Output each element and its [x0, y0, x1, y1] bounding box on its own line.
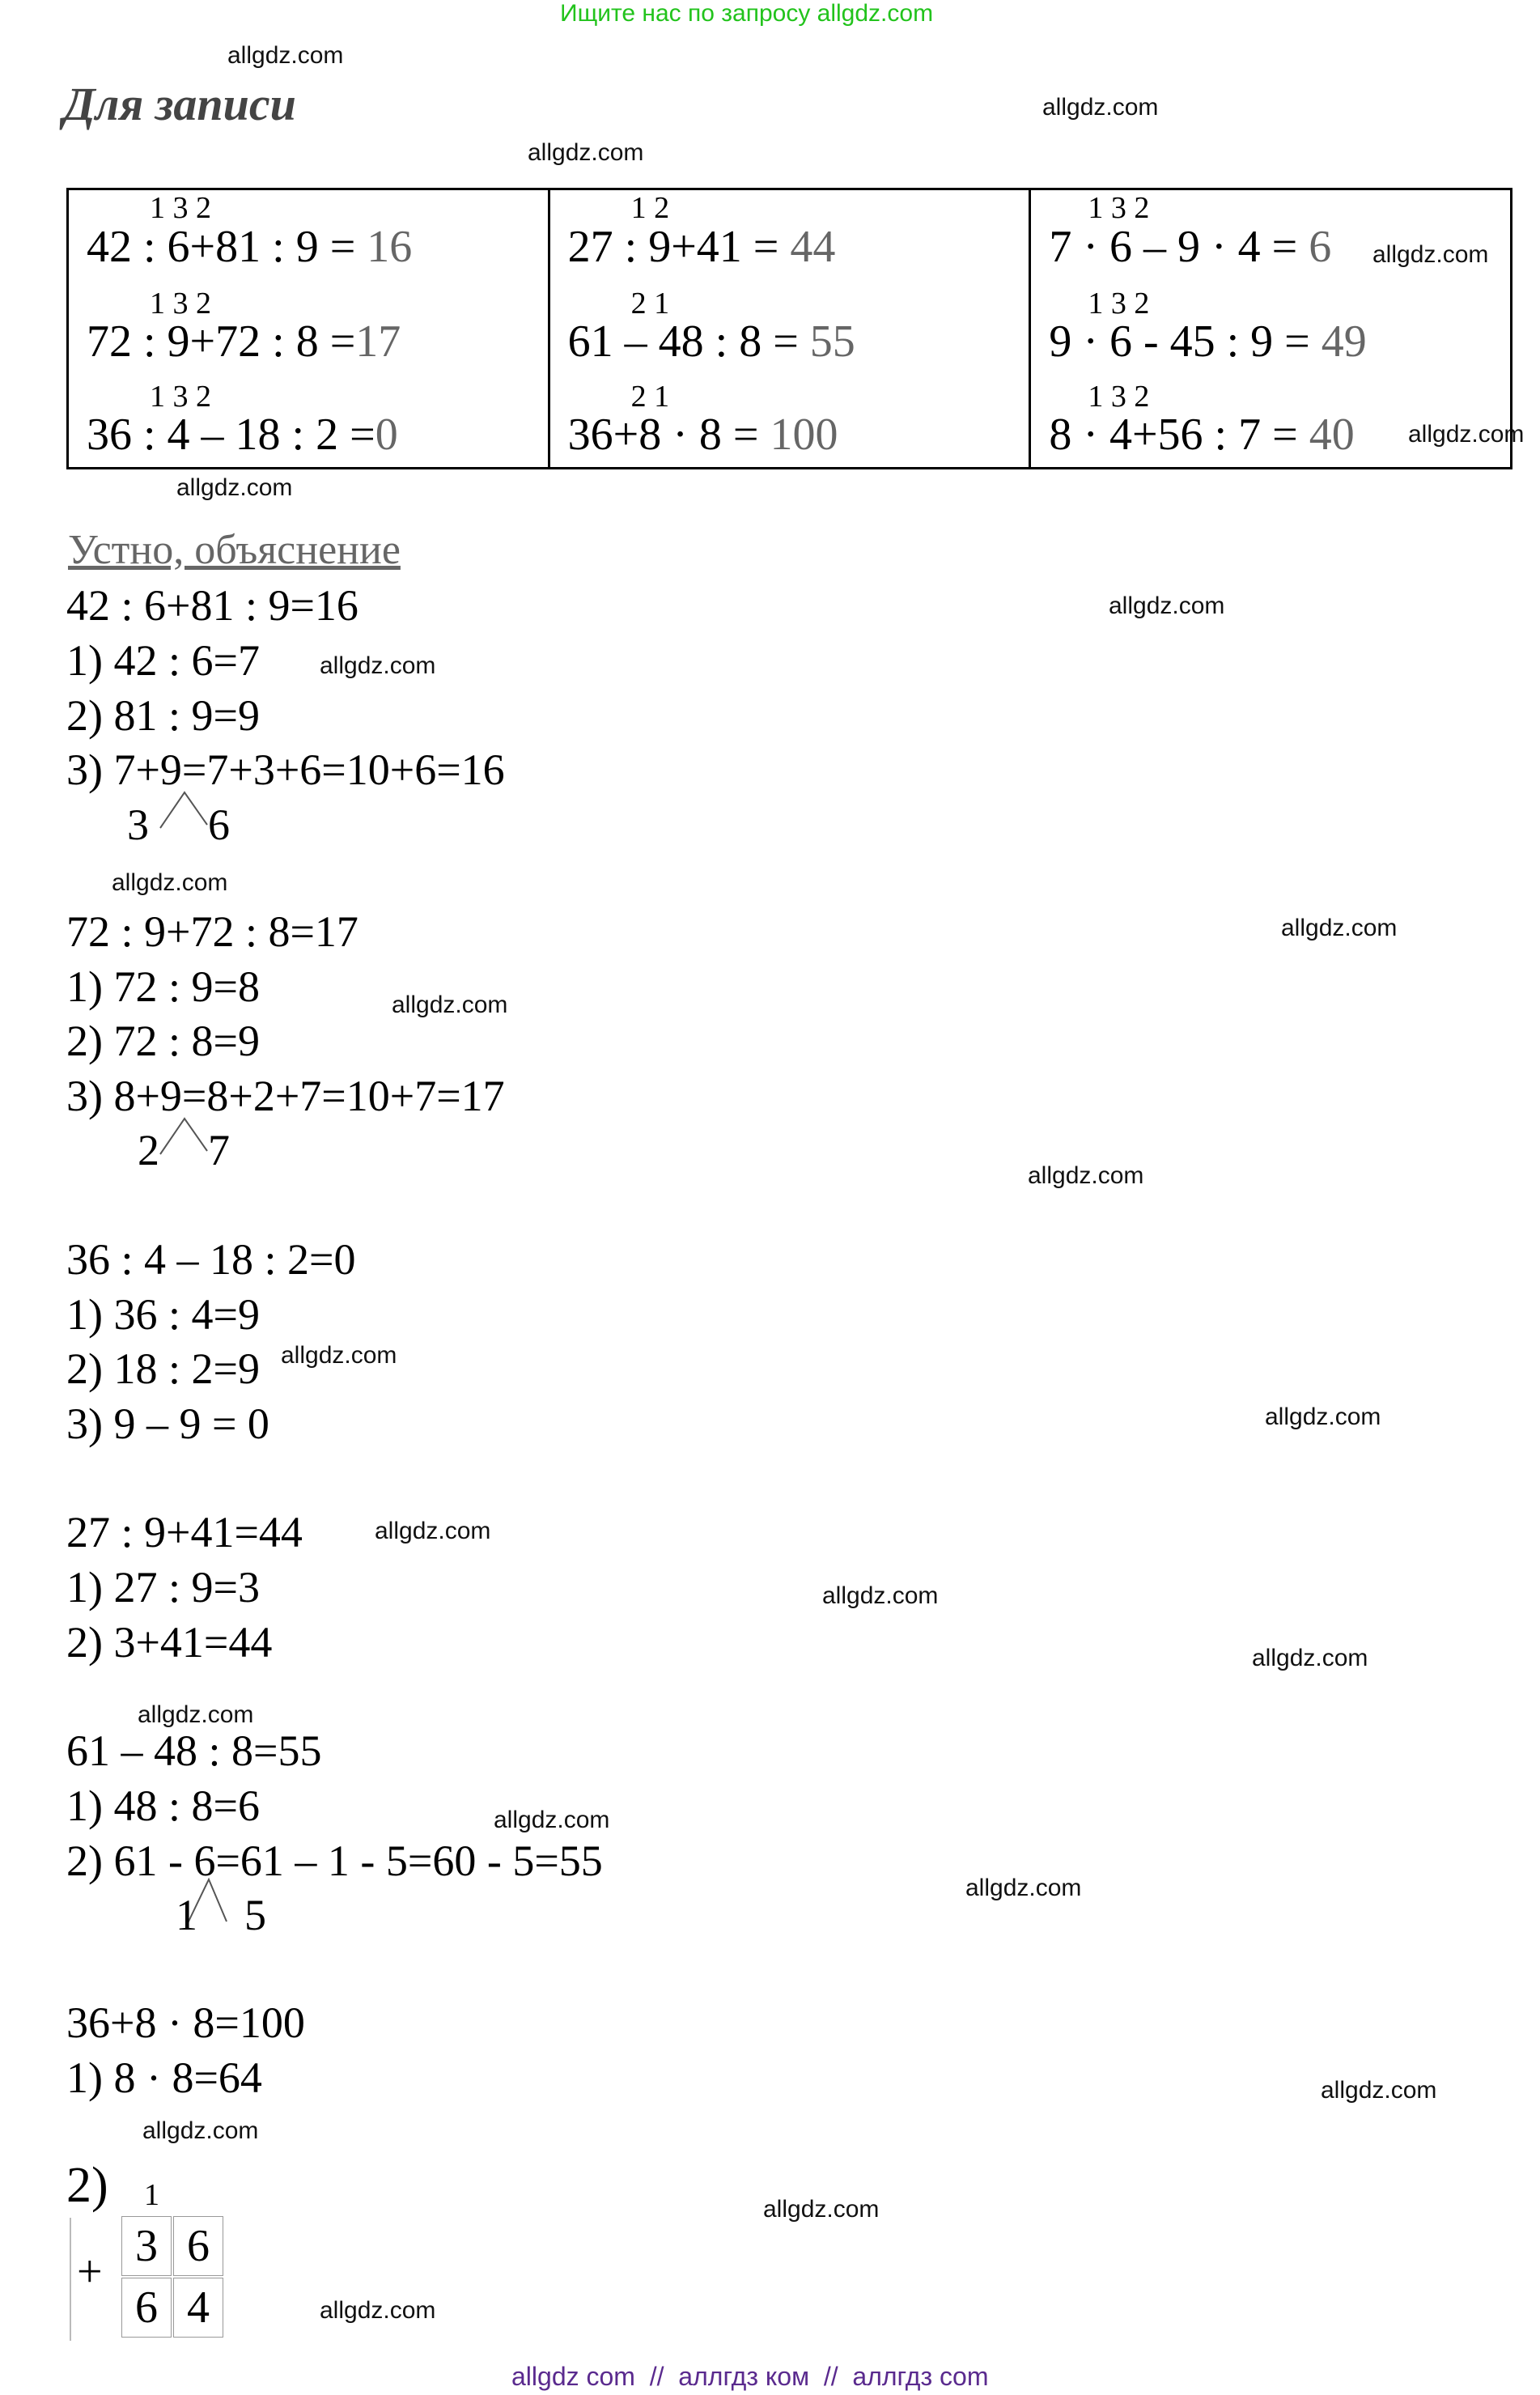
watermark: allgdz.com	[1109, 592, 1225, 619]
watermark: allgdz.com	[528, 139, 644, 166]
step-line: 2) 3+41=44	[66, 1618, 273, 1667]
watermark: allgdz.com	[1042, 94, 1159, 121]
expression: 7 · 6 – 9 · 4 = 6	[1049, 222, 1332, 272]
expression: 9 · 6 - 45 : 9 = 49	[1049, 316, 1367, 367]
order-marks: 2 1	[630, 380, 670, 414]
watermark: allgdz.com	[1265, 1403, 1381, 1430]
plus-sign: +	[77, 2247, 103, 2297]
watermark: allgdz.com	[1281, 915, 1398, 941]
step-line: 2) 81 : 9=9	[66, 691, 260, 740]
watermark: allgdz.com	[138, 1701, 254, 1728]
expression: 72 : 9+72 : 8 =17	[87, 316, 401, 367]
watermark: allgdz.com	[822, 1582, 939, 1609]
answer: 44	[790, 222, 836, 272]
top-banner[interactable]: Ищите нас по запросу allgdz.com	[560, 0, 934, 27]
column-bar	[70, 2218, 71, 2341]
split-part: 2	[138, 1126, 159, 1174]
section-subheading: Устно, объяснение	[68, 527, 401, 573]
example-line: 61 – 48 : 8=55	[66, 1726, 322, 1775]
watermark: allgdz.com	[375, 1518, 491, 1544]
step-line: 1) 36 : 4=9	[66, 1290, 260, 1339]
split-part: 3	[127, 800, 149, 849]
answer: 40	[1309, 410, 1355, 460]
example-line: 36+8 · 8=100	[66, 1998, 305, 2047]
watermark: allgdz.com	[320, 652, 436, 679]
answer: 49	[1321, 316, 1367, 367]
watermark: allgdz.com	[1372, 241, 1489, 268]
watermark: allgdz.com	[965, 1875, 1082, 1901]
order-marks: 1 3 2	[1088, 287, 1150, 321]
watermark: allgdz.com	[1252, 1645, 1368, 1671]
order-marks: 1 3 2	[150, 191, 211, 225]
expression: 42 : 6+81 : 9 = 16	[87, 222, 413, 272]
step-line: 1) 48 : 8=6	[66, 1781, 260, 1830]
example-line: 36 : 4 – 18 : 2=0	[66, 1235, 356, 1284]
order-marks: 1 3 2	[1088, 380, 1150, 414]
digit-cell: 4	[173, 2278, 223, 2338]
digit-cell: 3	[121, 2216, 172, 2276]
step-label: 2)	[66, 2158, 108, 2213]
expression: 27 : 9+41 = 44	[567, 222, 836, 272]
watermark: allgdz.com	[142, 2117, 259, 2144]
step-line: 2) 18 : 2=9	[66, 1344, 260, 1393]
watermark: allgdz.com	[494, 1807, 610, 1833]
expression: 36 : 4 – 18 : 2 =0	[87, 410, 398, 460]
split-part: 6	[208, 800, 230, 849]
order-marks: 1 3 2	[1088, 191, 1150, 225]
expression: 36+8 · 8 = 100	[567, 410, 838, 460]
bottom-banner[interactable]: allgdz com // аллгдз ком // аллгдз com	[511, 2362, 989, 2391]
answer: 6	[1309, 222, 1332, 272]
digit-cell: 6	[121, 2278, 172, 2338]
step-line: 2) 61 - 6=61 – 1 - 5=60 - 5=55	[66, 1837, 603, 1885]
answer: 16	[367, 222, 413, 272]
example-line: 72 : 9+72 : 8=17	[66, 907, 358, 956]
record-table	[66, 188, 1512, 469]
split-part: 5	[244, 1891, 266, 1939]
answer: 100	[770, 410, 838, 460]
watermark: allgdz.com	[763, 2196, 880, 2223]
example-line: 27 : 9+41=44	[66, 1508, 303, 1556]
digit-cell: 6	[173, 2216, 223, 2276]
step-line: 1) 72 : 9=8	[66, 962, 260, 1011]
table-column-2	[549, 189, 1030, 469]
watermark: allgdz.com	[392, 992, 508, 1018]
page-heading: Для записи	[63, 78, 296, 130]
watermark: allgdz.com	[1321, 2077, 1437, 2104]
step-line: 1) 8 · 8=64	[66, 2053, 262, 2102]
step-line: 3) 8+9=8+2+7=10+7=17	[66, 1072, 505, 1120]
table-column-1	[68, 189, 549, 469]
answer: 55	[809, 316, 855, 367]
order-marks: 1 2	[630, 191, 670, 225]
split-part: 1	[176, 1891, 197, 1939]
watermark: allgdz.com	[1408, 421, 1525, 448]
step-line: 3) 9 – 9 = 0	[66, 1399, 269, 1448]
watermark: allgdz.com	[281, 1342, 397, 1369]
order-marks: 1 3 2	[150, 380, 211, 414]
expression: 61 – 48 : 8 = 55	[567, 316, 855, 367]
step-line: 2) 72 : 8=9	[66, 1017, 260, 1065]
carry-digit: 1	[144, 2178, 159, 2212]
order-marks: 2 1	[630, 287, 670, 321]
expression: 8 · 4+56 : 7 = 40	[1049, 410, 1355, 460]
watermark: allgdz.com	[112, 869, 228, 896]
example-line: 42 : 6+81 : 9=16	[66, 581, 358, 630]
step-line: 3) 7+9=7+3+6=10+6=16	[66, 745, 505, 794]
answer: 0	[375, 410, 398, 460]
watermark: allgdz.com	[320, 2297, 436, 2324]
answer: 17	[355, 316, 401, 367]
watermark: allgdz.com	[227, 42, 344, 69]
step-line: 1) 42 : 6=7	[66, 636, 260, 685]
split-part: 7	[208, 1126, 230, 1174]
order-marks: 1 3 2	[150, 287, 211, 321]
watermark: allgdz.com	[1028, 1162, 1144, 1189]
watermark: allgdz.com	[176, 474, 293, 501]
step-line: 1) 27 : 9=3	[66, 1563, 260, 1612]
